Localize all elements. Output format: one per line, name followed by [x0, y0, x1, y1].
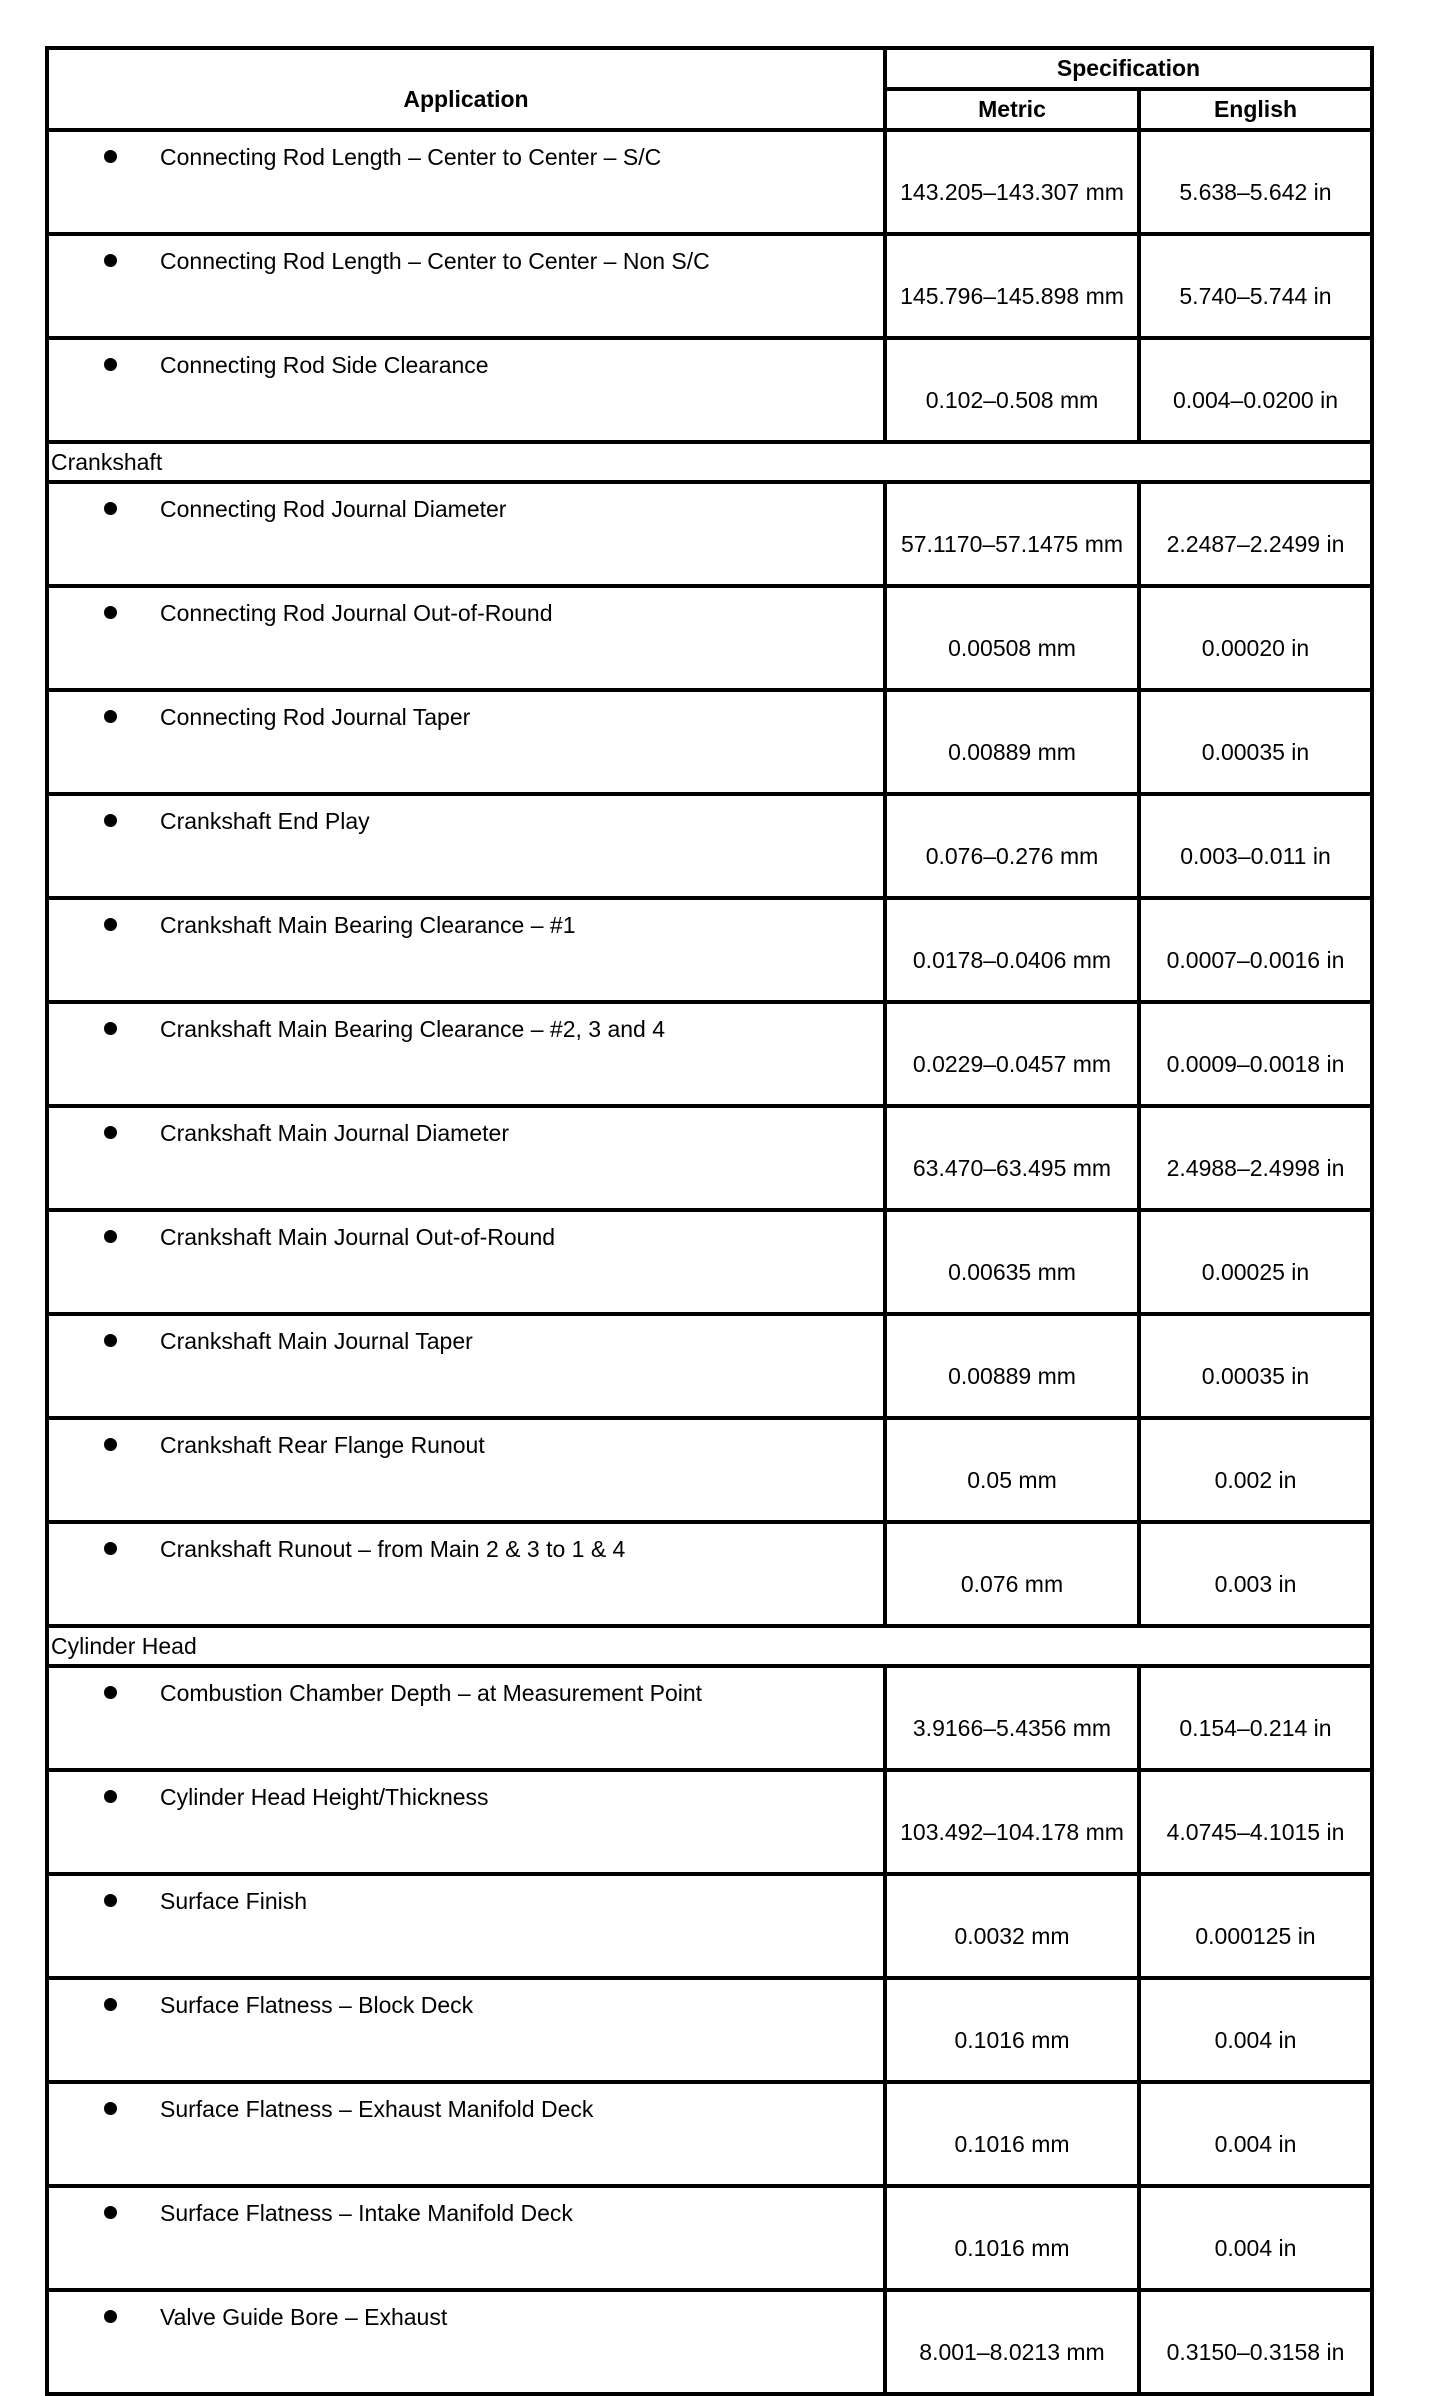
english-value: 2.2487–2.2499 in	[1139, 482, 1372, 586]
english-value: 0.004 in	[1139, 1978, 1372, 2082]
specification-header: Specification	[885, 48, 1372, 89]
application-label: Connecting Rod Journal Out-of-Round	[160, 600, 553, 626]
application-label: Surface Flatness – Exhaust Manifold Deck	[160, 2096, 594, 2122]
application-label: Crankshaft Main Bearing Clearance – #2, 3 and 4	[160, 1016, 666, 1042]
table-row	[47, 1770, 1372, 1874]
application-cell	[47, 1770, 885, 1874]
english-header: English	[1139, 89, 1372, 130]
application-cell	[47, 898, 885, 1002]
bullet-icon	[104, 814, 117, 827]
metric-value: 0.102–0.508 mm	[885, 338, 1139, 442]
metric-value: 57.1170–57.1475 mm	[885, 482, 1139, 586]
application-label: Valve Guide Bore – Exhaust	[160, 2304, 448, 2330]
metric-value: 0.0178–0.0406 mm	[885, 898, 1139, 1002]
application-label: Crankshaft Runout – from Main 2 & 3 to 1 & 4	[160, 1536, 626, 1562]
metric-value: 103.492–104.178 mm	[885, 1770, 1139, 1874]
application-cell	[47, 1106, 885, 1210]
table-row	[47, 794, 1372, 898]
table-row	[47, 1522, 1372, 1626]
application-cell	[47, 2186, 885, 2290]
english-value: 0.00035 in	[1139, 1314, 1372, 1418]
metric-value: 0.1016 mm	[885, 1978, 1139, 2082]
english-value: 5.638–5.642 in	[1139, 130, 1372, 234]
bullet-icon	[104, 1334, 117, 1347]
table-row	[47, 1666, 1372, 1770]
bullet-icon	[104, 150, 117, 163]
specification-table	[45, 46, 1374, 2396]
bullet-icon	[104, 1790, 117, 1803]
application-cell	[47, 1978, 885, 2082]
table-row	[47, 338, 1372, 442]
application-label: Connecting Rod Length – Center to Center – Non S/C	[160, 248, 710, 274]
metric-value: 3.9166–5.4356 mm	[885, 1666, 1139, 1770]
table-row	[47, 2082, 1372, 2186]
bullet-icon	[104, 606, 117, 619]
metric-value: 0.1016 mm	[885, 2082, 1139, 2186]
application-cell	[47, 1666, 885, 1770]
bullet-icon	[104, 2102, 117, 2115]
english-value: 0.0007–0.0016 in	[1139, 898, 1372, 1002]
application-label: Surface Flatness – Block Deck	[160, 1992, 474, 2018]
application-header: Application	[47, 48, 885, 130]
metric-value: 0.0229–0.0457 mm	[885, 1002, 1139, 1106]
bullet-icon	[104, 358, 117, 371]
english-value: 0.002 in	[1139, 1418, 1372, 1522]
metric-value: 0.00889 mm	[885, 690, 1139, 794]
english-value: 5.740–5.744 in	[1139, 234, 1372, 338]
application-label: Surface Flatness – Intake Manifold Deck	[160, 2200, 573, 2226]
application-cell	[47, 794, 885, 898]
english-value: 0.000125 in	[1139, 1874, 1372, 1978]
application-cell	[47, 1874, 885, 1978]
section-title: Crankshaft	[47, 442, 1372, 482]
table-row	[47, 482, 1372, 586]
application-label: Cylinder Head Height/Thickness	[160, 1784, 489, 1810]
table-row	[47, 234, 1372, 338]
bullet-icon	[104, 254, 117, 267]
application-cell	[47, 2082, 885, 2186]
english-value: 0.00020 in	[1139, 586, 1372, 690]
bullet-icon	[104, 2206, 117, 2219]
application-label: Crankshaft Rear Flange Runout	[160, 1432, 485, 1458]
application-label: Surface Finish	[160, 1888, 308, 1914]
application-label: Crankshaft End Play	[160, 808, 370, 834]
metric-value: 0.076 mm	[885, 1522, 1139, 1626]
bullet-icon	[104, 1542, 117, 1555]
table-row	[47, 2290, 1372, 2394]
bullet-icon	[104, 1022, 117, 1035]
application-label: Combustion Chamber Depth – at Measurement Point	[160, 1680, 703, 1706]
bullet-icon	[104, 1894, 117, 1907]
english-value: 0.154–0.214 in	[1139, 1666, 1372, 1770]
table-row	[47, 1210, 1372, 1314]
english-value: 0.004 in	[1139, 2186, 1372, 2290]
application-label: Connecting Rod Length – Center to Center – S/C	[160, 144, 662, 170]
metric-header: Metric	[885, 89, 1139, 130]
metric-value: 143.205–143.307 mm	[885, 130, 1139, 234]
metric-value: 63.470–63.495 mm	[885, 1106, 1139, 1210]
application-cell	[47, 1002, 885, 1106]
bullet-icon	[104, 2310, 117, 2323]
application-cell	[47, 1314, 885, 1418]
table-row	[47, 1314, 1372, 1418]
application-label: Crankshaft Main Journal Diameter	[160, 1120, 509, 1146]
application-label: Crankshaft Main Bearing Clearance – #1	[160, 912, 576, 938]
english-value: 0.003–0.011 in	[1139, 794, 1372, 898]
english-value: 0.3150–0.3158 in	[1139, 2290, 1372, 2394]
application-cell	[47, 338, 885, 442]
table-row	[47, 1874, 1372, 1978]
english-value: 0.0009–0.0018 in	[1139, 1002, 1372, 1106]
english-value: 0.003 in	[1139, 1522, 1372, 1626]
english-value: 4.0745–4.1015 in	[1139, 1770, 1372, 1874]
metric-value: 0.00635 mm	[885, 1210, 1139, 1314]
application-label: Connecting Rod Side Clearance	[160, 352, 489, 378]
table-row	[47, 690, 1372, 794]
table-row	[47, 898, 1372, 1002]
table-row	[47, 1418, 1372, 1522]
metric-value: 8.001–8.0213 mm	[885, 2290, 1139, 2394]
application-cell	[47, 2290, 885, 2394]
application-cell	[47, 482, 885, 586]
english-value: 0.004 in	[1139, 2082, 1372, 2186]
english-value: 0.004–0.0200 in	[1139, 338, 1372, 442]
metric-value: 0.0032 mm	[885, 1874, 1139, 1978]
english-value: 0.00035 in	[1139, 690, 1372, 794]
section-title: Cylinder Head	[47, 1626, 1372, 1666]
application-cell	[47, 690, 885, 794]
bullet-icon	[104, 918, 117, 931]
application-cell	[47, 1522, 885, 1626]
application-cell	[47, 234, 885, 338]
bullet-icon	[104, 1230, 117, 1243]
table-row	[47, 1002, 1372, 1106]
application-label: Connecting Rod Journal Taper	[160, 704, 471, 730]
table-row	[47, 1106, 1372, 1210]
section-row	[47, 442, 1372, 482]
metric-value: 0.1016 mm	[885, 2186, 1139, 2290]
english-value: 2.4988–2.4998 in	[1139, 1106, 1372, 1210]
metric-value: 145.796–145.898 mm	[885, 234, 1139, 338]
application-label: Crankshaft Main Journal Taper	[160, 1328, 473, 1354]
table-row	[47, 2186, 1372, 2290]
english-value: 0.00025 in	[1139, 1210, 1372, 1314]
application-label: Crankshaft Main Journal Out-of-Round	[160, 1224, 556, 1250]
table-row	[47, 1978, 1372, 2082]
bullet-icon	[104, 502, 117, 515]
metric-value: 0.076–0.276 mm	[885, 794, 1139, 898]
application-cell	[47, 1210, 885, 1314]
metric-value: 0.05 mm	[885, 1418, 1139, 1522]
table-row	[47, 130, 1372, 234]
table-row	[47, 586, 1372, 690]
metric-value: 0.00508 mm	[885, 586, 1139, 690]
bullet-icon	[104, 1438, 117, 1451]
bullet-icon	[104, 1126, 117, 1139]
application-cell	[47, 1418, 885, 1522]
section-row	[47, 1626, 1372, 1666]
bullet-icon	[104, 1998, 117, 2011]
application-label: Connecting Rod Journal Diameter	[160, 496, 507, 522]
application-cell	[47, 586, 885, 690]
bullet-icon	[104, 710, 117, 723]
bullet-icon	[104, 1686, 117, 1699]
metric-value: 0.00889 mm	[885, 1314, 1139, 1418]
application-cell	[47, 130, 885, 234]
